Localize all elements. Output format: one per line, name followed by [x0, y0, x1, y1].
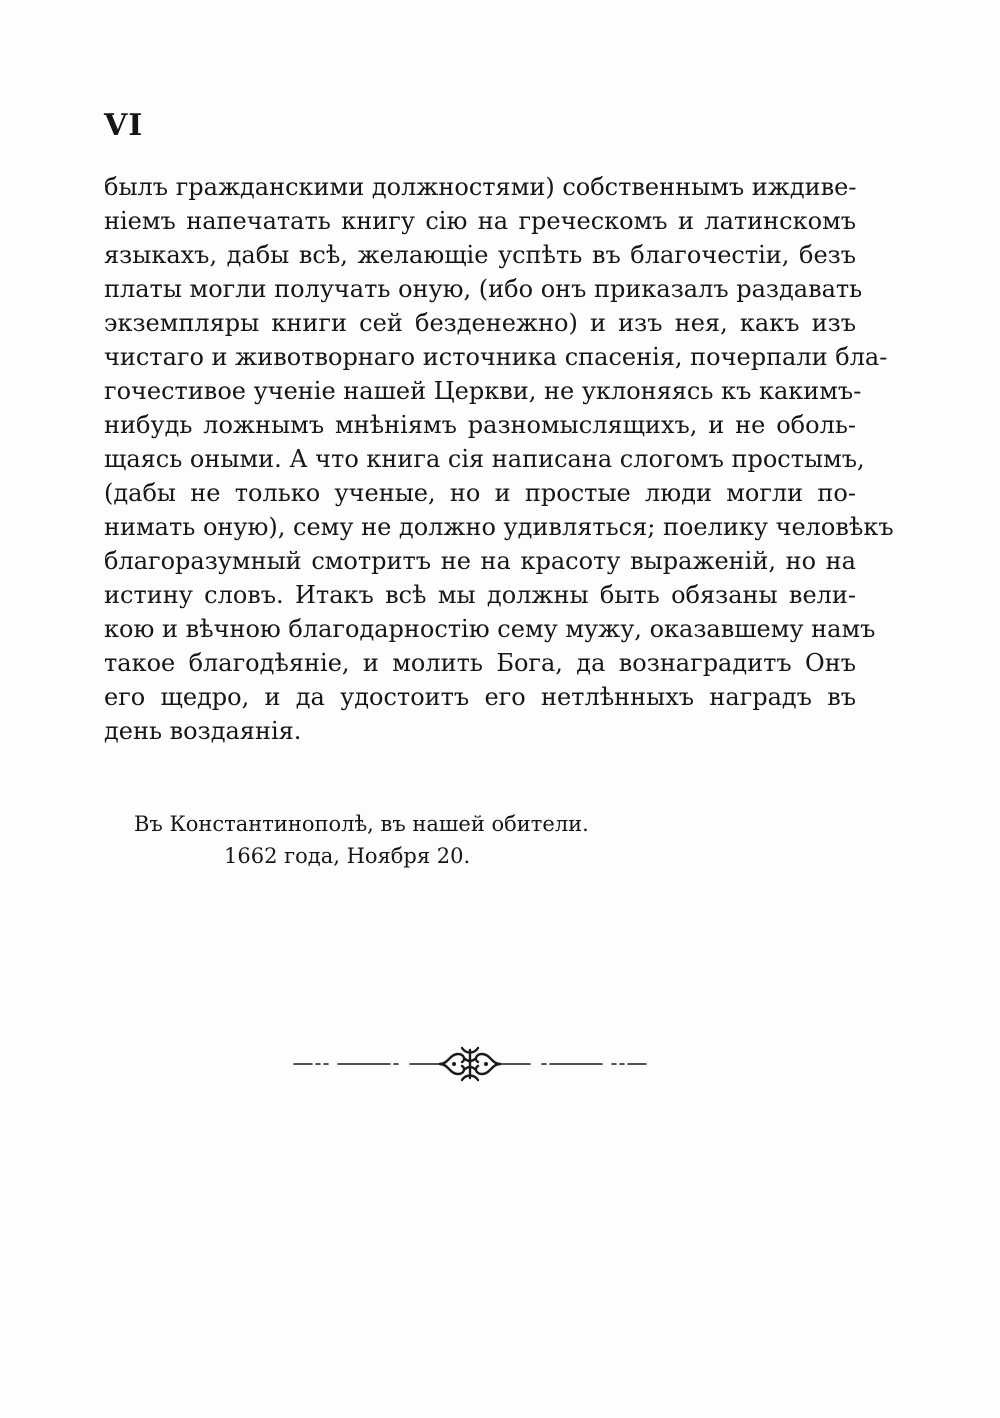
floral-ornament-icon	[290, 1040, 650, 1084]
text-line: нимать оную), сему не должно удивляться; поелику человѣкъ	[104, 513, 894, 541]
text-line: день воздаянія.	[104, 717, 302, 745]
text-line: кою и вѣчною благодарностію сему мужу, оказавшему намъ	[104, 615, 876, 643]
signature-place: Въ Константинополѣ, въ нашей обители.	[134, 812, 589, 836]
text-line: (дабы не только ученые, но и простые люди могли по-	[104, 479, 856, 507]
text-line: платы могли получать оную, (ибо онъ приказалъ раздавать	[104, 275, 863, 303]
text-line: языкахъ, дабы всѣ, желающіе успѣть въ благочестіи, безъ	[104, 241, 856, 269]
signature-date: 1662 года, Ноября 20.	[224, 844, 471, 868]
text-line: благоразумный смотритъ не на красоту выраженій, но на	[104, 547, 856, 575]
text-line: гочестивое ученіе нашей Церкви, не уклоняясь къ какимъ-	[104, 377, 862, 405]
text-line: его щедро, и да удостоитъ его нетлѣнныхъ наградъ въ	[104, 683, 856, 711]
text-line: былъ гражданскими должностями) собственнымъ иждиве-	[104, 173, 857, 201]
signature-block	[134, 808, 589, 872]
text-line: истину словъ. Итакъ всѣ мы должны быть обязаны вели-	[104, 581, 856, 609]
body-text	[104, 170, 894, 748]
text-line: экземпляры книги сей безденежно) и изъ нея, какъ изъ	[104, 309, 856, 337]
text-line: ніемъ напечатать книгу сію на греческомъ и латинскомъ	[104, 207, 856, 235]
text-line: такое благодѣяніе, и молить Бога, да вознаградитъ Онъ	[104, 649, 856, 677]
text-line: щаясь оными. А что книга сія написана слогомъ простымъ,	[104, 445, 865, 473]
text-line: нибудь ложнымъ мнѣніямъ разномыслящихъ, и не оболь-	[104, 411, 856, 439]
page-number: VI	[104, 108, 144, 143]
text-line: чистаго и животворнаго источника спасенія, почерпали бла-	[104, 343, 888, 371]
